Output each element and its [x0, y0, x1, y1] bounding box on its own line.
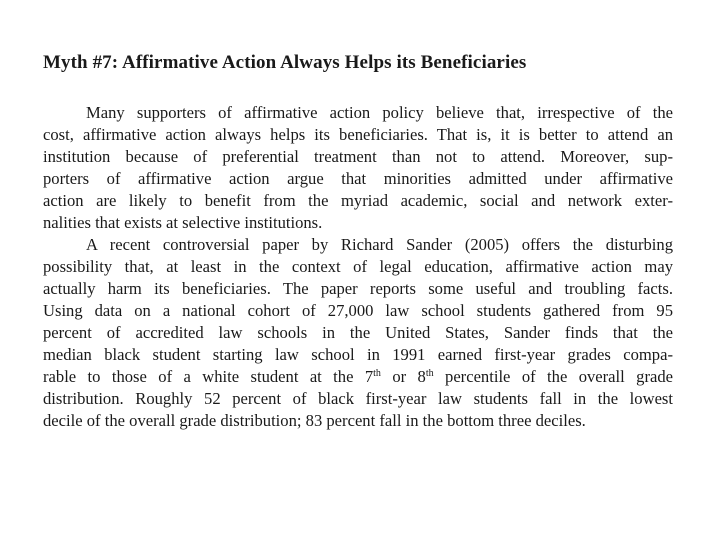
paragraph-2	[43, 234, 673, 432]
superscript: th	[373, 368, 381, 379]
text-line: A recent controversial paper by Richard Sander (2005) offers the disturbing	[86, 235, 673, 254]
text-line: percent of accredited law schools in the United States, Sander finds that the	[43, 323, 673, 342]
text-segment: rable to those of a white student at the 7	[43, 367, 374, 386]
text-line: Many supporters of affirmative action policy believe that, irrespective of the	[86, 103, 673, 122]
text-line: Using data on a national cohort of 27,000 law school students gathered from 95	[43, 301, 673, 320]
text-line: actually harm its beneficiaries. The paper reports some useful and troubling facts.	[43, 279, 673, 298]
text-line-with-superscripts	[43, 366, 673, 388]
body-text	[43, 102, 673, 432]
text-line: nalities that exists at selective institutions.	[43, 213, 323, 232]
text-line: decile of the overall grade distribution; 83 percent fall in the bottom three deciles.	[43, 411, 586, 430]
text-segment: or 8	[380, 367, 426, 386]
slide-heading: Myth #7: Affirmative Action Always Helps its Beneficiaries	[43, 52, 527, 73]
text-line: possibility that, at least in the context of legal education, affirmative action may	[43, 257, 673, 276]
text-line: institution because of preferential treatment than not to attend. Moreover, sup-	[43, 147, 673, 166]
superscript: th	[425, 368, 434, 379]
text-line: porters of affirmative action argue that minorities admitted under affirmative	[43, 169, 673, 188]
text-line: cost, affirmative action always helps its beneficiaries. That is, it is better to attend an	[43, 125, 673, 144]
text-line: median black student starting law school in 1991 earned first-year grades compa-	[43, 345, 673, 364]
text-line: action are likely to benefit from the myriad academic, social and network exter-	[43, 191, 673, 210]
text-segment: percentile of the overall grade	[433, 367, 674, 386]
paragraph-1	[43, 102, 673, 234]
text-line: distribution. Roughly 52 percent of black first-year law students fall in the lowest	[43, 389, 673, 408]
